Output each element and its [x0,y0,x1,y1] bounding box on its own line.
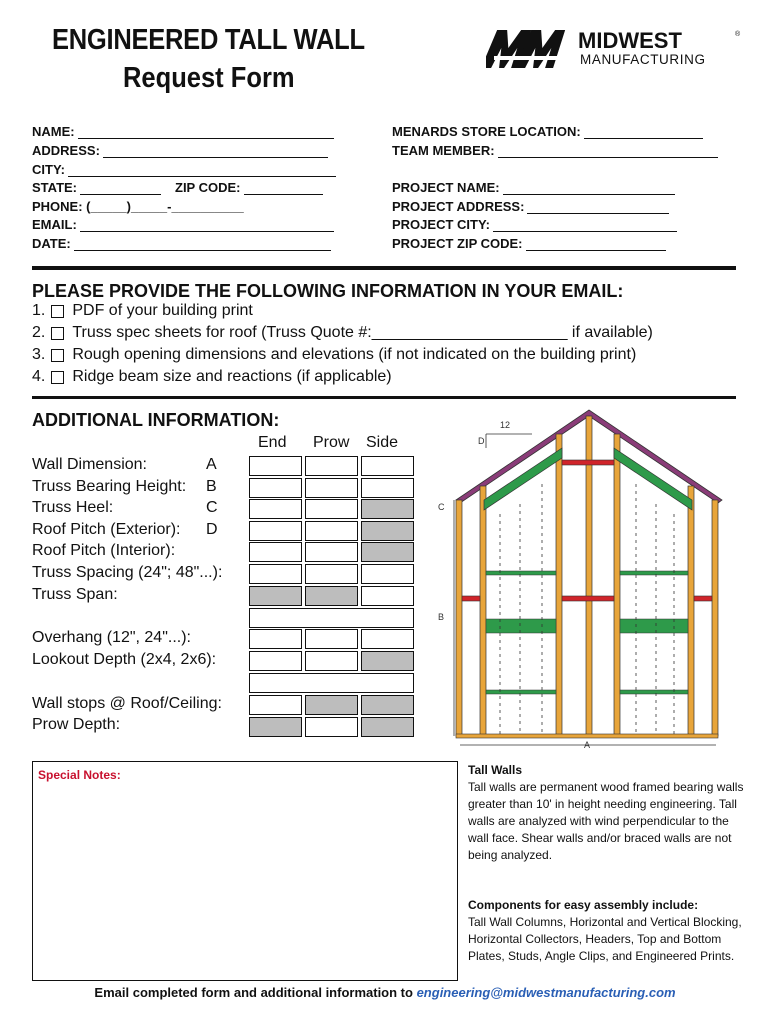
logo-name: MIDWEST [578,28,682,53]
grid-cell[interactable] [249,456,302,476]
grid-cell[interactable] [305,542,358,562]
grid-cell-disabled [305,586,358,606]
grid-cell[interactable] [305,629,358,649]
row-label-wall-dimension: Wall Dimension: A [32,456,217,473]
additional-heading: ADDITIONAL INFORMATION: [32,410,280,430]
label-b: B [438,612,445,622]
label-d: D [478,436,485,446]
row-label-truss-bearing-height: Truss Bearing Height: B [32,478,217,495]
grid-cell[interactable] [305,521,358,541]
logo-subtitle: MANUFACTURING [580,52,706,67]
form-subtitle: Request Form [123,62,295,94]
project-city-field[interactable]: PROJECT CITY: [392,216,677,232]
request-item-1: 1. PDF of your building print [32,302,253,319]
column-end: End [258,434,287,451]
zip-field[interactable]: ZIP CODE: [175,179,323,195]
registered-mark: ® [735,31,741,38]
footer-text: Email completed form and additional information to [94,985,413,1000]
grid-cell[interactable] [361,586,414,606]
row-label-truss-spacing: Truss Spacing (24"; 48"...): [32,564,223,581]
collector [486,619,556,633]
store-location-field[interactable]: MENARDS STORE LOCATION: [392,123,703,139]
grid-cell[interactable] [249,651,302,671]
grid-cell[interactable] [249,564,302,584]
project-name-field[interactable]: PROJECT NAME: [392,179,675,195]
request-item-4: 4. Ridge beam size and reactions (if applicable) [32,368,392,385]
city-field[interactable]: CITY: [32,161,336,177]
stud [688,486,694,736]
row-label-wall-stops: Wall stops @ Roof/Ceiling: [32,695,222,712]
column-prow: Prow [313,434,350,451]
request-item-2: 2. Truss spec sheets for roof (Truss Quote #:______________________ if available) [32,324,653,341]
row-label-lookout-depth: Lookout Depth (2x4, 2x6): [32,651,217,668]
stud [480,486,486,736]
label-c: C [438,502,445,512]
label-a: A [584,740,591,750]
row-label-truss-heel: Truss Heel: C [32,499,218,516]
grid-cell-disabled [361,499,414,519]
grid-cell-disabled [361,717,414,737]
project-zip-field[interactable]: PROJECT ZIP CODE: [392,235,666,251]
checkbox-icon[interactable] [51,371,64,384]
grid-cell-disabled [249,717,302,737]
tall-wall-diagram [434,404,734,754]
phone-field[interactable]: PHONE: (_____)_____-__________ [32,199,244,214]
footer [0,985,770,1000]
checkbox-icon[interactable] [51,349,64,362]
special-notes-label: Special Notes: [38,768,121,782]
grid-cell-disabled [361,542,414,562]
blocking [620,690,688,694]
row-label-truss-span: Truss Span: [32,586,118,603]
row-label-overhang: Overhang (12", 24"...): [32,629,191,646]
components-text: Tall Wall Columns, Horizontal and Vertical Blocking, Horizontal Collectors, Headers, Top and Bottom Plates, Studs, Angle Clips, and Engineered Prints. [468,915,742,963]
name-field[interactable]: NAME: [32,123,334,139]
header-red [694,596,712,601]
footer-email-link[interactable]: engineering@midwestmanufacturing.com [416,985,676,1000]
row-label-roof-pitch-interior: Roof Pitch (Interior): [32,542,176,559]
stud [556,434,562,736]
grid-cell[interactable] [305,456,358,476]
checkbox-icon[interactable] [51,327,64,340]
request-item-3: 3. Rough opening dimensions and elevations (if not indicated on the building print) [32,346,637,363]
tall-walls-title: Tall Walls [468,763,523,777]
project-address-field[interactable]: PROJECT ADDRESS: [392,198,669,214]
grid-cell-disabled [361,651,414,671]
state-field[interactable]: STATE: [32,179,161,195]
header-red [462,596,480,601]
request-heading: PLEASE PROVIDE THE FOLLOWING INFORMATION IN YOUR EMAIL: [32,281,624,301]
grid-cell[interactable] [361,564,414,584]
grid-cell[interactable] [361,478,414,498]
blocking [486,571,556,575]
tall-walls-text: Tall walls are permanent wood framed bearing walls greater than 10' in height needing engineering. Tall walls are analyzed with wind perpendicular to the wall face. Shear walls and/or braced walls are not being analyzed. [468,780,744,862]
stud [712,500,718,736]
grid-cell-disabled [305,695,358,715]
grid-cell[interactable] [305,478,358,498]
grid-cell[interactable] [305,499,358,519]
grid-cell[interactable] [249,521,302,541]
row-label-prow-depth: Prow Depth: [32,716,121,733]
grid-cell-disabled [361,521,414,541]
grid-cell[interactable] [361,629,414,649]
address-field[interactable]: ADDRESS: [32,142,328,158]
divider [32,266,736,270]
components-info [468,897,748,965]
checkbox-icon[interactable] [51,305,64,318]
grid-cell-disabled [361,695,414,715]
bottom-plate [456,734,718,738]
header-red [562,596,614,601]
grid-spacer [249,608,414,628]
stud [614,434,620,736]
grid-cell[interactable] [249,542,302,562]
grid-cell[interactable] [305,717,358,737]
grid-cell-disabled [249,586,302,606]
grid-cell[interactable] [249,499,302,519]
components-title: Components for easy assembly include: [468,898,699,912]
row-label-roof-pitch-exterior: Roof Pitch (Exterior): D [32,521,218,538]
special-notes-box[interactable] [32,761,458,981]
blocking [620,571,688,575]
email-field[interactable]: EMAIL: [32,216,334,232]
grid-cell[interactable] [249,629,302,649]
pitch-run-label: 12 [500,420,511,430]
header-red [562,460,614,465]
grid-cell[interactable] [249,695,302,715]
tall-walls-info [468,762,748,864]
midwest-logo [486,26,741,72]
form-title: ENGINEERED TALL WALL [52,24,365,56]
divider [32,396,736,399]
blocking [486,690,556,694]
grid-cell[interactable] [361,456,414,476]
grid-spacer [249,673,414,693]
column-side: Side [366,434,399,451]
stud [456,500,462,736]
team-member-field[interactable]: TEAM MEMBER: [392,142,718,158]
collector [620,619,688,633]
grid-cell[interactable] [305,564,358,584]
date-field[interactable]: DATE: [32,235,331,251]
grid-cell[interactable] [249,478,302,498]
grid-cell[interactable] [305,651,358,671]
